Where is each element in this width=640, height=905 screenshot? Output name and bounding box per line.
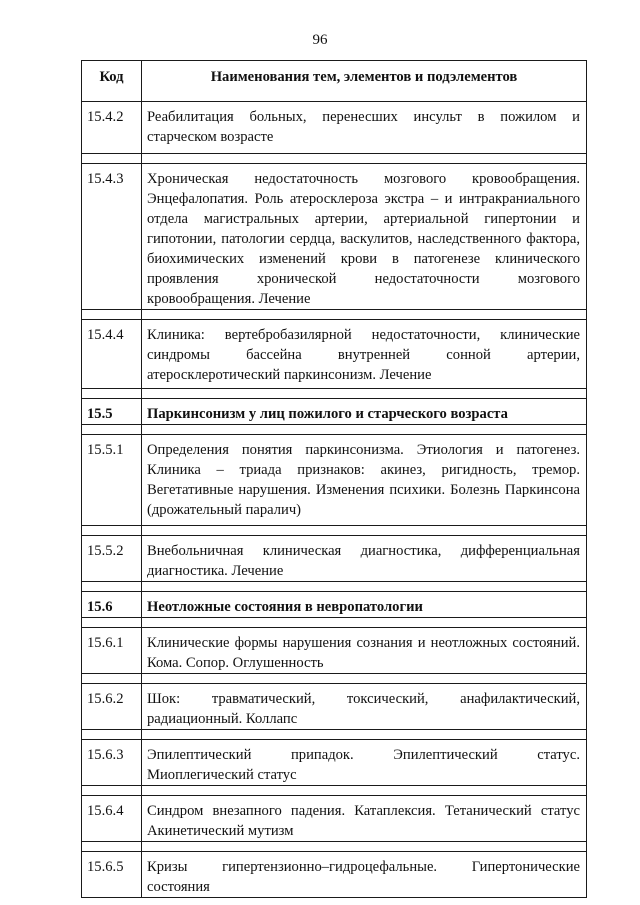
row-separator — [82, 526, 587, 536]
row-separator — [82, 389, 587, 399]
separator-cell — [82, 310, 142, 320]
separator-cell — [142, 154, 587, 164]
table-row — [82, 740, 587, 786]
row-code: 15.6.3 — [82, 740, 142, 786]
row-code: 15.6 — [82, 592, 142, 618]
row-text: Клиника: вертебробазилярной недостаточности, клинические синдромы бассейна внутренней сонной артерии, атеросклеротический паркинсонизм. Лечение — [142, 320, 587, 389]
separator-cell — [142, 674, 587, 684]
separator-cell — [142, 425, 587, 435]
row-code: 15.6.5 — [82, 852, 142, 898]
separator-cell — [82, 730, 142, 740]
separator-cell — [82, 786, 142, 796]
separator-cell — [142, 730, 587, 740]
row-text: Хроническая недостаточность мозгового кровообращения. Энцефалопатия. Роль атеросклероза экстра – и интракраниального отдела магистральных артерии, артериальной гипертонии и гипотонии, патологии сердца, васкулитов, наследственного фактора, биохимических изменений крови в патогенезе клинического проявления хронической недостаточности мозгового кровообращения. Лечение — [142, 164, 587, 310]
row-separator — [82, 154, 587, 164]
table-row — [82, 102, 587, 154]
header-title: Наименования тем, элементов и подэлементов — [142, 61, 587, 102]
row-code: 15.6.2 — [82, 684, 142, 730]
table-body — [82, 102, 587, 898]
table-row — [82, 852, 587, 898]
row-separator — [82, 674, 587, 684]
row-text: Шок: травматический, токсический, анафилактический, радиационный. Коллапс — [142, 684, 587, 730]
row-code: 15.6.1 — [82, 628, 142, 674]
row-text: Паркинсонизм у лиц пожилого и старческого возраста — [142, 399, 587, 425]
separator-cell — [82, 582, 142, 592]
row-text: Реабилитация больных, перенесших инсульт в пожилом и старческом возрасте — [142, 102, 587, 154]
row-text: Кризы гипертензионно–гидроцефальные. Гипертонические состояния — [142, 852, 587, 898]
separator-cell — [82, 674, 142, 684]
separator-cell — [82, 618, 142, 628]
curriculum-table — [81, 60, 587, 898]
row-separator — [82, 425, 587, 435]
table-row — [82, 536, 587, 582]
row-separator — [82, 310, 587, 320]
separator-cell — [142, 582, 587, 592]
row-separator — [82, 618, 587, 628]
row-separator — [82, 786, 587, 796]
row-separator — [82, 842, 587, 852]
separator-cell — [82, 425, 142, 435]
row-code: 15.5 — [82, 399, 142, 425]
separator-cell — [82, 389, 142, 399]
page-number: 96 — [312, 32, 328, 48]
table-header-row — [82, 61, 587, 102]
row-text: Неотложные состояния в невропатологии — [142, 592, 587, 618]
separator-cell — [142, 618, 587, 628]
row-code: 15.5.2 — [82, 536, 142, 582]
header-code: Код — [82, 61, 142, 102]
table-row — [82, 164, 587, 310]
row-separator — [82, 582, 587, 592]
table-row — [82, 684, 587, 730]
row-code: 15.4.4 — [82, 320, 142, 389]
row-code: 15.6.4 — [82, 796, 142, 842]
separator-cell — [142, 310, 587, 320]
row-text: Эпилептический припадок. Эпилептический статус. Миоплегический статус — [142, 740, 587, 786]
row-text: Клинические формы нарушения сознания и неотложных состояний. Кома. Сопор. Оглушенность — [142, 628, 587, 674]
row-text: Внебольничная клиническая диагностика, дифференциальная диагностика. Лечение — [142, 536, 587, 582]
separator-cell — [142, 786, 587, 796]
row-text: Определения понятия паркинсонизма. Этиология и патогенез. Клиника – триада признаков: акинез, ригидность, тремор. Вегетативные нарушения. Изменения психики. Болезнь Паркинсона (дрожательный паралич) — [142, 435, 587, 526]
row-code: 15.4.2 — [82, 102, 142, 154]
separator-cell — [82, 154, 142, 164]
row-code: 15.5.1 — [82, 435, 142, 526]
table-row — [82, 320, 587, 389]
section-row — [82, 399, 587, 425]
table-row — [82, 796, 587, 842]
separator-cell — [142, 842, 587, 852]
separator-cell — [142, 526, 587, 536]
table-row — [82, 628, 587, 674]
separator-cell — [142, 389, 587, 399]
row-separator — [82, 730, 587, 740]
table-row — [82, 435, 587, 526]
row-text: Синдром внезапного падения. Катаплексия. Тетанический статус Акинетический мутизм — [142, 796, 587, 842]
section-row — [82, 592, 587, 618]
separator-cell — [82, 842, 142, 852]
separator-cell — [82, 526, 142, 536]
row-code: 15.4.3 — [82, 164, 142, 310]
